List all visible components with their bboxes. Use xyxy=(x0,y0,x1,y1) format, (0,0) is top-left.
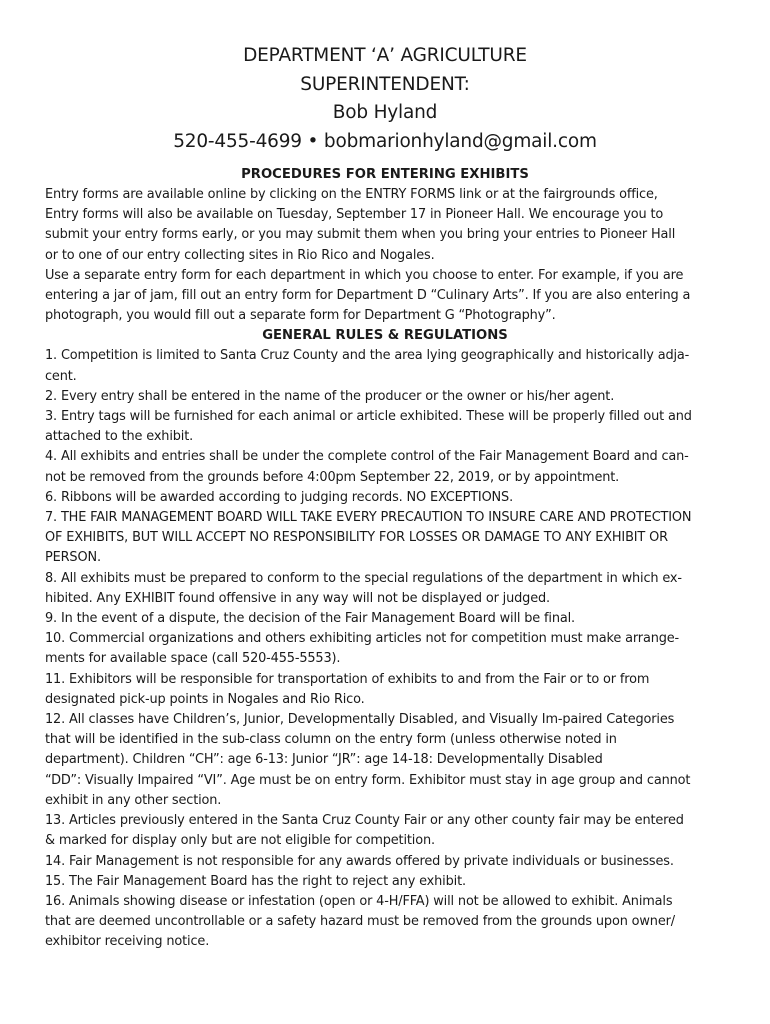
rule-item-12 xyxy=(45,811,725,851)
department-header xyxy=(45,42,725,156)
rule-item-1 xyxy=(45,346,725,386)
rule-item-6 xyxy=(45,508,725,569)
rule-item-line: & marked for display only but are not eligible for competition. xyxy=(45,833,435,849)
rule-item-line: PERSON. xyxy=(45,550,101,566)
superintendent-name: Bob Hyland xyxy=(332,102,438,123)
superintendent-label: SUPERINTENDENT: xyxy=(300,73,470,95)
rule-item-line: that are deemed uncontrollable or a safety hazard must be removed from the grounds upon owner/ xyxy=(45,914,675,930)
rule-item-8 xyxy=(45,609,725,629)
rule-item-line: 14. Fair Management is not responsible for any awards offered by private individuals or businesses. xyxy=(45,853,674,869)
rule-item-line: 9. In the event of a dispute, the decision of the Fair Management Board will be final. xyxy=(45,611,575,627)
rule-item-line: 10. Commercial organizations and others exhibiting articles not for competition must make arrange- xyxy=(45,631,680,647)
rule-item-line: that will be identified in the sub-class column on the entry form (unless otherwise noted in xyxy=(45,732,617,748)
rule-item-line: not be removed from the grounds before 4:00pm September 22, 2019, or by appointment. xyxy=(45,469,620,485)
rule-item-line: hibited. Any EXHIBIT found offensive in any way will not be displayed or judged. xyxy=(45,590,550,606)
procedure-paragraph-line: Entry forms are available online by clicking on the ENTRY FORMS link or at the fairgrounds office, xyxy=(45,187,658,202)
rule-item-line: 7. THE FAIR MANAGEMENT BOARD WILL TAKE EVERY PRECAUTION TO INSURE CARE AND PROTECTION xyxy=(45,510,692,526)
rule-item-line: 12. All classes have Children’s, Junior, Developmentally Disabled, and Visually Im-paired Categories xyxy=(45,712,675,728)
rule-item-4 xyxy=(45,447,725,487)
document-page xyxy=(45,42,725,953)
rule-item-line: 6. Ribbons will be awarded according to judging records. NO EXCEPTIONS. xyxy=(45,489,514,505)
rule-item-line: 15. The Fair Management Board has the right to reject any exhibit. xyxy=(45,873,466,889)
rule-item-line: attached to the exhibit. xyxy=(45,429,194,445)
rule-item-line: cent. xyxy=(45,368,77,384)
rule-item-line: ments for available space (call 520-455-5553). xyxy=(45,651,341,667)
rule-item-line: 4. All exhibits and entries shall be under the complete control of the Fair Management Board and can- xyxy=(45,449,689,465)
rule-item-line: 13. Articles previously entered in the Santa Cruz County Fair or any other county fair may be entered xyxy=(45,813,684,829)
rule-item-14 xyxy=(45,872,725,892)
procedures-section xyxy=(45,185,725,326)
rule-item-line: designated pick-up points in Nogales and Rio Rico. xyxy=(45,691,365,707)
procedures-heading: PROCEDURES FOR ENTERING EXHIBITS xyxy=(241,167,529,182)
procedure-paragraph-1 xyxy=(45,185,725,266)
rule-item-line: exhibit in any other section. xyxy=(45,792,222,808)
rule-item-13 xyxy=(45,852,725,872)
rule-item-line: exhibitor receiving notice. xyxy=(45,934,210,950)
rule-item-7 xyxy=(45,569,725,609)
rules-heading: GENERAL RULES & REGULATIONS xyxy=(262,328,508,344)
procedure-paragraph-2 xyxy=(45,266,725,327)
rule-item-10 xyxy=(45,670,725,710)
rule-item-line: 1. Competition is limited to Santa Cruz County and the area lying geographically and historically adja- xyxy=(45,348,690,364)
procedure-paragraph-line: or to one of our entry collecting sites in Rio Rico and Nogales. xyxy=(45,247,435,263)
department-title: DEPARTMENT ‘A’ AGRICULTURE xyxy=(243,45,527,66)
procedure-paragraph-line: entering a jar of jam, fill out an entry form for Department D “Culinary Arts”. If you are also entering a xyxy=(45,288,691,304)
rule-item-line: department). Children “CH”: age 6-13: Junior “JR”: age 14-18: Developmentally Disabled xyxy=(45,752,603,768)
procedure-paragraph-line: photograph, you would fill out a separate form for Department G “Photography”. xyxy=(45,308,556,324)
superintendent-contact: 520-455-4699 • bobmarionhyland@gmail.com xyxy=(173,130,597,152)
rule-item-15 xyxy=(45,892,725,953)
rule-item-2 xyxy=(45,387,725,407)
rule-item-3 xyxy=(45,407,725,447)
procedure-paragraph-line: submit your entry forms early, or you may submit them when you bring your entries to Pioneer Hall xyxy=(45,227,676,243)
rules-section xyxy=(45,346,725,952)
procedure-paragraph-line: Use a separate entry form for each department in which you choose to enter. For example, if you are xyxy=(45,267,684,283)
rule-item-9 xyxy=(45,629,725,669)
rule-item-11 xyxy=(45,710,725,811)
rule-item-5 xyxy=(45,488,725,508)
rule-item-line: 8. All exhibits must be prepared to conform to the special regulations of the department in which ex- xyxy=(45,570,682,586)
rule-item-line: 16. Animals showing disease or infestation (open or 4-H/FFA) will not be allowed to exhibit. Animals xyxy=(45,893,673,909)
rule-item-line: OF EXHIBITS, BUT WILL ACCEPT NO RESPONSIBILITY FOR LOSSES OR DAMAGE TO ANY EXHIBIT OR xyxy=(45,530,668,546)
rule-item-line: 3. Entry tags will be furnished for each animal or article exhibited. These will be properly filled out and xyxy=(45,409,692,425)
rule-item-line: 11. Exhibitors will be responsible for transportation of exhibits to and from the Fair or to or from xyxy=(45,671,650,687)
rule-item-line: 2. Every entry shall be entered in the name of the producer or the owner or his/her agent. xyxy=(45,388,615,404)
rule-item-line: “DD”: Visually Impaired “VI”. Age must be on entry form. Exhibitor must stay in age group and cannot xyxy=(45,772,691,788)
procedure-paragraph-line: Entry forms will also be available on Tuesday, September 17 in Pioneer Hall. We encourage you to xyxy=(45,207,664,223)
